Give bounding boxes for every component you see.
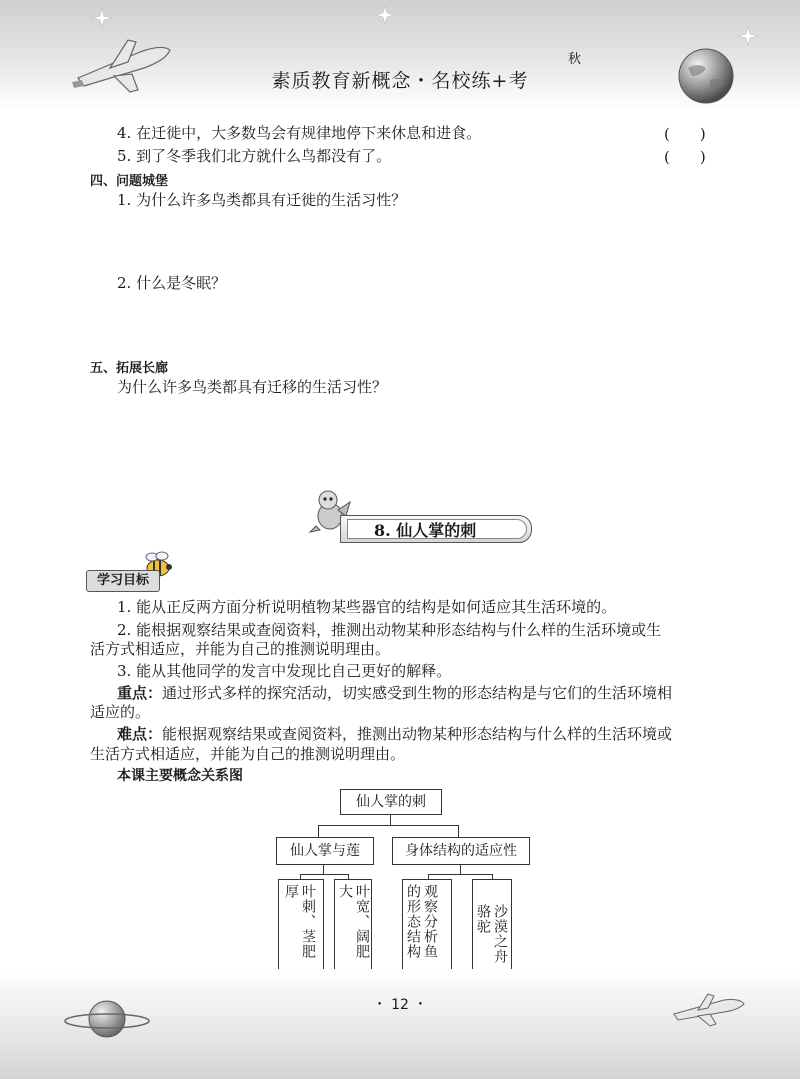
goal-item-1: 1. 能从正反两方面分析说明植物某些器官的结构是如何适应其生活环境的。	[117, 598, 617, 616]
concept-leaf-1-text: 叶刺、茎肥厚	[283, 884, 316, 959]
extension-question: 为什么许多鸟类都具有迁移的生活习性？	[117, 378, 388, 396]
connector	[318, 825, 319, 837]
difficulty-cont: 生活方式相适应，并能为自己的推测说明理由。	[90, 745, 406, 763]
question-2: 2. 什么是冬眠？	[117, 274, 227, 292]
judge-item-5: 5. 到了冬季我们北方就什么鸟都没有了。	[117, 147, 392, 165]
key-point-text: 通过形式多样的探究活动，切实感受到生物的形态结构是与它们的生活环境相	[162, 684, 673, 702]
connector	[460, 864, 461, 874]
sparkle-icon	[92, 8, 112, 28]
space-shuttle-icon	[668, 990, 748, 1030]
section-5-heading: 五、拓展长廊	[90, 361, 169, 376]
answer-blank[interactable]: ( )	[664, 148, 706, 166]
series-title: 素质教育新概念・名校练+考	[271, 70, 529, 92]
concept-map-title: 本课主要概念关系图	[117, 768, 243, 784]
key-point	[117, 683, 672, 703]
key-point-cont: 适应的。	[90, 703, 151, 721]
concept-root: 仙人掌的刺	[340, 789, 442, 815]
connector	[318, 825, 458, 826]
concept-leaf-4-text: 沙漠之舟骆驼	[475, 904, 508, 964]
learning-goals-tag: 学习目标	[86, 570, 160, 592]
concept-branch-2: 身体结构的适应性	[392, 837, 530, 865]
goal-item-2: 2. 能根据观察结果或查阅资料，推测出动物某种形态结构与什么样的生活环境或生	[117, 621, 662, 639]
sparkle-icon	[738, 26, 758, 46]
connector	[300, 874, 348, 875]
connector	[428, 874, 492, 875]
globe-icon	[676, 46, 736, 106]
planet-icon	[62, 994, 152, 1044]
goal-item-2-cont: 活方式相适应，并能为自己的推测说明理由。	[90, 640, 391, 658]
answer-blank[interactable]: ( )	[664, 125, 706, 143]
difficulty-point	[117, 724, 672, 744]
difficulty-label: 难点：	[117, 725, 163, 743]
season-label: 秋	[568, 52, 582, 67]
judge-item-4: 4. 在迁徙中，大多数鸟会有规律地停下来休息和进食。	[117, 124, 482, 142]
key-point-label: 重点：	[117, 684, 163, 702]
concept-branch-1: 仙人掌与莲	[276, 837, 374, 865]
page-number: ・ 12 ・	[372, 997, 428, 1013]
lesson-title: 8. 仙人掌的刺	[374, 521, 477, 540]
section-4-heading: 四、问题城堡	[90, 174, 169, 189]
sparkle-icon	[376, 6, 394, 24]
question-1: 1. 为什么许多鸟类都具有迁徙的生活习性？	[117, 191, 407, 209]
concept-leaf-2-text: 叶宽、阔肥大	[337, 884, 370, 959]
goal-item-3: 3. 能从其他同学的发言中发现比自己更好的解释。	[117, 662, 452, 680]
difficulty-text: 能根据观察结果或查阅资料，推测出动物某种形态结构与什么样的生活环境或	[162, 725, 673, 743]
concept-leaf-3-text: 观察分析鱼的形态结构	[405, 884, 438, 959]
connector	[390, 814, 391, 825]
connector	[458, 825, 459, 837]
connector	[323, 864, 324, 874]
